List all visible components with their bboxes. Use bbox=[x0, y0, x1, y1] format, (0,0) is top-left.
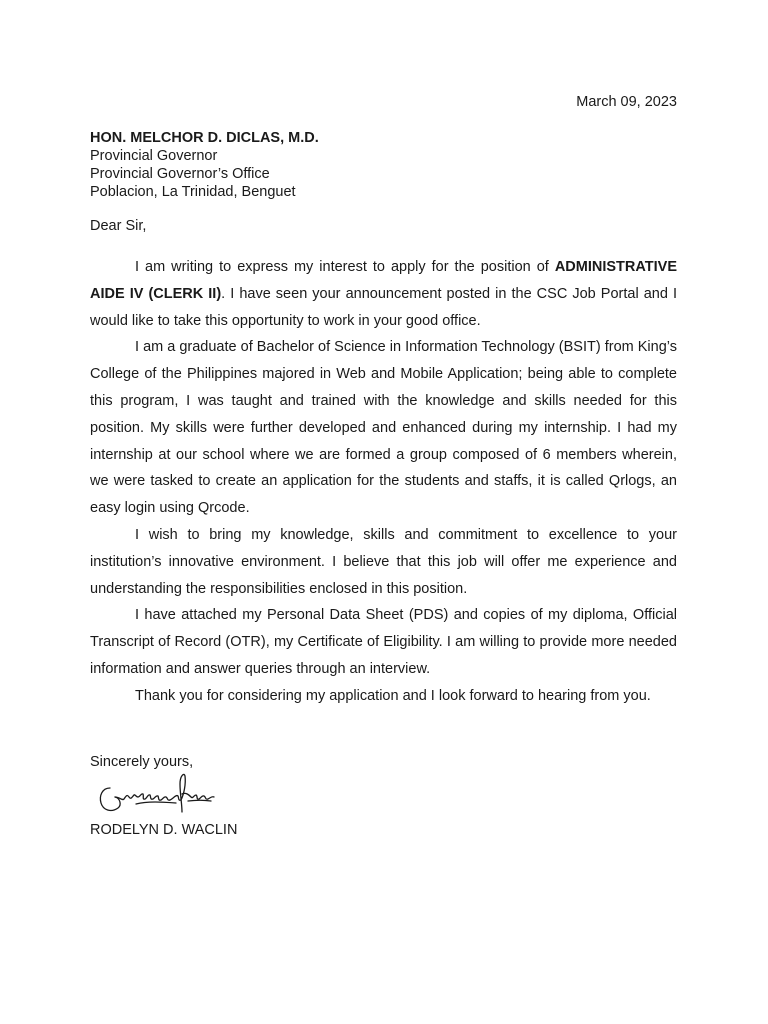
p1-text-end: . I have seen your announcement posted in the CSC Job Portal and I would like to take this opportunity to work in your good office. bbox=[90, 285, 677, 329]
recipient-address: Poblacion, La Trinidad, Benguet bbox=[90, 184, 296, 200]
body-paragraph-3: I wish to bring my knowledge, skills and commitment to excellence to your institution’s innovative environment. I believe that this job will offer me experience and understanding the responsibilities enclosed in this position. bbox=[90, 526, 677, 597]
closing: Sincerely yours, bbox=[90, 754, 194, 770]
letter-body bbox=[90, 254, 677, 710]
body-paragraph-1 bbox=[90, 254, 677, 334]
body-paragraph-4: I have attached my Personal Data Sheet (PDS) and copies of my diploma, Official Transcript of Record (OTR), my Certificate of Eligibility. I am willing to provide more needed information and answer queries through an interview. bbox=[90, 607, 677, 677]
signer-name: RODELYN D. WACLIN bbox=[90, 822, 238, 838]
recipient-title: Provincial Governor bbox=[90, 148, 218, 164]
handwritten-signature bbox=[96, 770, 218, 820]
applied-position: ADMINISTRATIVE AIDE IV (CLERK II) bbox=[90, 259, 677, 302]
recipient-office: Provincial Governor’s Office bbox=[90, 166, 270, 182]
recipient-block bbox=[90, 129, 319, 201]
body-paragraph-2: I am a graduate of Bachelor of Science in Information Technology (BSIT) from King’s College of the Philippines majored in Web and Mobile Application; being able to complete this program, I was taught and trained with the knowledge and skills needed for this position. My skills were further developed and enhanced during my internship. I had my internship at our school where we are formed a group composed of 6 members wherein, we were tasked to create an application for the students and staffs, it is called Qrlogs, an easy login using Qrcode. bbox=[90, 339, 677, 517]
recipient-name: HON. MELCHOR D. DICLAS, M.D. bbox=[90, 130, 319, 146]
letter-date: March 09, 2023 bbox=[576, 94, 677, 110]
body-paragraph-5: Thank you for considering my application and I look forward to hearing from you. bbox=[135, 687, 651, 704]
salutation: Dear Sir, bbox=[90, 218, 147, 234]
p1-text-start: I am writing to express my interest to apply for the position of bbox=[135, 259, 555, 275]
